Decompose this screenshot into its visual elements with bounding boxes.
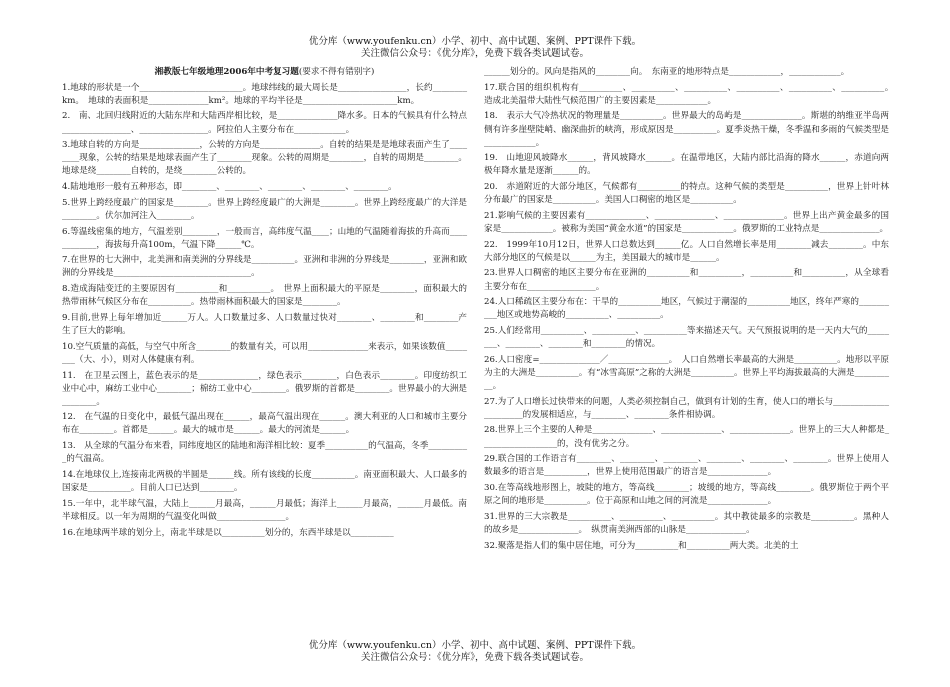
- footer-line-1: 优分库（www.youfenku.cn）小学、初中、高中试题、案例、PPT课件下载。: [308, 640, 642, 651]
- question-13: 13. 从全球的气温分布来看，同纬度地区的陆地和海洋相比较：夏季__________的气温高，冬季__________的气温高。: [62, 441, 467, 465]
- question-12: 12. 在气温的日变化中，最低气温出现在______，最高气温出现在______。澳大利亚的人口和城市主要分布在________。首都是______。最大的城市是______。最大的河流是______。: [62, 412, 467, 436]
- question-16-continued: ______划分的。风向是指风的________向。 东南亚的地形特点是____________，____________。: [484, 67, 850, 77]
- right-column: [484, 66, 898, 636]
- question-32: 32.聚落是指人们的集中居住地，可分为__________和__________两大类。北美的土: [484, 540, 799, 551]
- question-6: 6.等温线密集的地方，气温差别________，一般而言，高纬度气温____；山地的气温随着海拔的升高而____________，海拔每升高100m，气温下降______℃。: [62, 226, 467, 250]
- question-15: 15.一年中，北半球气温，大陆上______月最高，______月最低；海洋上______月最高，______月最低。南半球相反。以一年为周期的气温变化叫做________________。: [62, 498, 467, 522]
- footer-line-2: 关注微信公众号：《优分库》，免费下载各类试题试卷。: [360, 652, 589, 663]
- question-21: 21.影响气候的主要因素有______________、______________、______________。世界上出产黄金最多的国家是____________。被称为美国“黄金水道”的国家是____________。俄罗斯的工业特点是______________。: [484, 210, 889, 234]
- question-30: 30.在等高线地形图上，坡陡的地方，等高线________；坡缓的地方，等高线________。俄罗斯位于两个平原之间的地形是__________。位于高原和山地之间的河流是______________。: [484, 483, 889, 507]
- document-title: [62, 66, 467, 79]
- title-main: 湘教版七年级地理2006年中考复习题: [154, 67, 299, 77]
- question-11: 11. 在卫星云图上，蓝色表示的是______________，绿色表示________，白色表示________。印度纺织工业中心中，麻纺工业中心________；棉纺工业中心________。俄罗斯的首都是________。世界最小的大洲是________。: [62, 370, 467, 407]
- question-27: 27.为了人口增长过快带来的问题，人类必须控制自己，做到有计划的生育，使人口的增长与______________________的发展相适应，与________、________条件相协调。: [484, 396, 889, 420]
- title-note: (要求不得有错别字): [298, 67, 375, 77]
- question-4: 4.陆地地形一般有五种形态，即________、________、________、________、________。: [62, 182, 397, 193]
- question-18: 18. 表示大气冷热状况的物理量是__________。世界最大的岛屿是______________。斯堪的纳维亚半岛两侧有许多崖壁陡峭、幽深曲折的峡湾，形成原因是__________。夏季炎热干燥，冬季温和多雨的气候类型是____________。: [484, 111, 889, 148]
- question-31: 31.世界的三大宗教是__________、__________、__________。其中教徒最多的宗教是__________。黑种人的故乡是______________。 纵贯南美洲西部的山脉是______________。: [484, 511, 889, 535]
- header-line-1: 优分库（www.youfenku.cn）小学、初中、高中试题、案例、PPT课件下载。: [308, 36, 642, 47]
- header-line-2: 关注微信公众号：《优分库》，免费下载各类试题试卷。: [360, 48, 589, 59]
- question-23: 23.世界人口稠密的地区主要分布在亚洲的__________和__________，__________和__________，从全球看主要分布在________________。: [484, 268, 889, 292]
- question-22: 22. 1999年10月12日，世界人口总数达到______亿。人口自然增长率是用________减去________。中东大部分地区的气候是以______为主，美国最大的城市是______。: [484, 239, 889, 263]
- question-5: 5.世界上跨经度最广的国家是________。世界上跨经度最广的大洲是________。世界上跨经度最广的大洋是________。伏尔加河注入________。: [62, 197, 467, 221]
- question-1: 1.地球的形状是一个________________________。地球纬线的最大周长是________________，长约________km。 地球的表面积是______________km²。地球的平均半径是______________________km。: [62, 82, 467, 106]
- question-3: 3.地球自转的方向是______________，公转的方向是______________。自转的结果是是地球表面产生了________现象，公转的结果是地球表面产生了________现象。公转的周期是________，自转的周期是________。地球是绕________自转的，是绕________公转的。: [62, 140, 467, 177]
- question-9: 9.目前,世界上每年增加近______万人。人口数量过多、人口数量过快对________、________和________产生了巨大的影响。: [62, 312, 467, 337]
- question-10: 10.空气质量的高低，与空气中所含________的数量有关，可以用______________来表示，如果该数值________（大、小），则对人体健康有利。: [62, 341, 467, 365]
- question-8: 8.造成海陆变迁的主要原因有__________和__________。 世界上面积最大的平原是________，面积最大的热带雨林气候区分布在__________。热带雨林面积最大的国家是________。: [62, 284, 467, 308]
- question-28: 28.世界上三个主要的人种是______________、______________、______________。世界上的三大人种都是__________________的，没有优劣之分。: [484, 425, 889, 449]
- question-2: 2. 南、北回归线附近的大陆东岸和大陆西岸相比较，是______________降水多。日本的气候具有什么特点________________、________________。阿拉伯人主要分布在____________。: [62, 111, 467, 135]
- left-column: [62, 66, 467, 636]
- question-19: 19. 山地迎风坡降水______，背风坡降水______。在温带地区，大陆内部比沿海的降水______，赤道向两极年降水量是逐渐______的。: [484, 153, 889, 177]
- question-29: 29.联合国的工作语言有________、________、________、________、________、________。世界上使用人数最多的语言是__________，世界上使用范围最广的语言是______________。: [484, 454, 889, 478]
- page-footer: [0, 640, 950, 664]
- question-14: 14.在地球仪上,连接南北两极的半圆是______线。所有该线的长度__________。南亚面积最大、人口最多的国家是__________。目前人口已达到________。: [62, 469, 467, 494]
- question-17: 17.联合国的组织机构有__________、__________、__________、__________、__________、__________。 造成北美温带大陆性气候范围广的主要因素是____________。: [484, 82, 898, 106]
- question-24: 24.人口稀疏区主要分布在：干旱的__________地区，气候过于潮湿的__________地区，终年严寒的__________地区或地势高峻的__________、__________。: [484, 297, 889, 321]
- question-25: 25.人们经常用__________、__________、__________等来描述天气。天气预报说明的是一天内大气的________、________、________和________的情况。: [484, 326, 889, 350]
- question-26: 26.人口密度=______________／______________。 人口自然增长率最高的大洲是__________。地形以平原为主的大洲是__________。有“冰雪高原”之称的大洲是__________。世界上平均海拔最高的大洲是__________。: [484, 354, 889, 391]
- question-20: 20. 赤道附近的大部分地区，气候都有__________的特点。这种气候的类型是__________，世界上针叶林分布最广的国家是__________。美国人口稠密的地区是__________。: [484, 182, 889, 206]
- question-16: 16.在地球两半球的划分上，南北半球是以__________划分的，东西半球是以__________: [62, 527, 394, 538]
- question-7: 7.在世界的七大洲中，北美洲和南美洲的分界线是__________。亚洲和非洲的分界线是________，亚洲和欧洲的分界线是________________________________。: [62, 255, 467, 279]
- page-header: [0, 36, 950, 60]
